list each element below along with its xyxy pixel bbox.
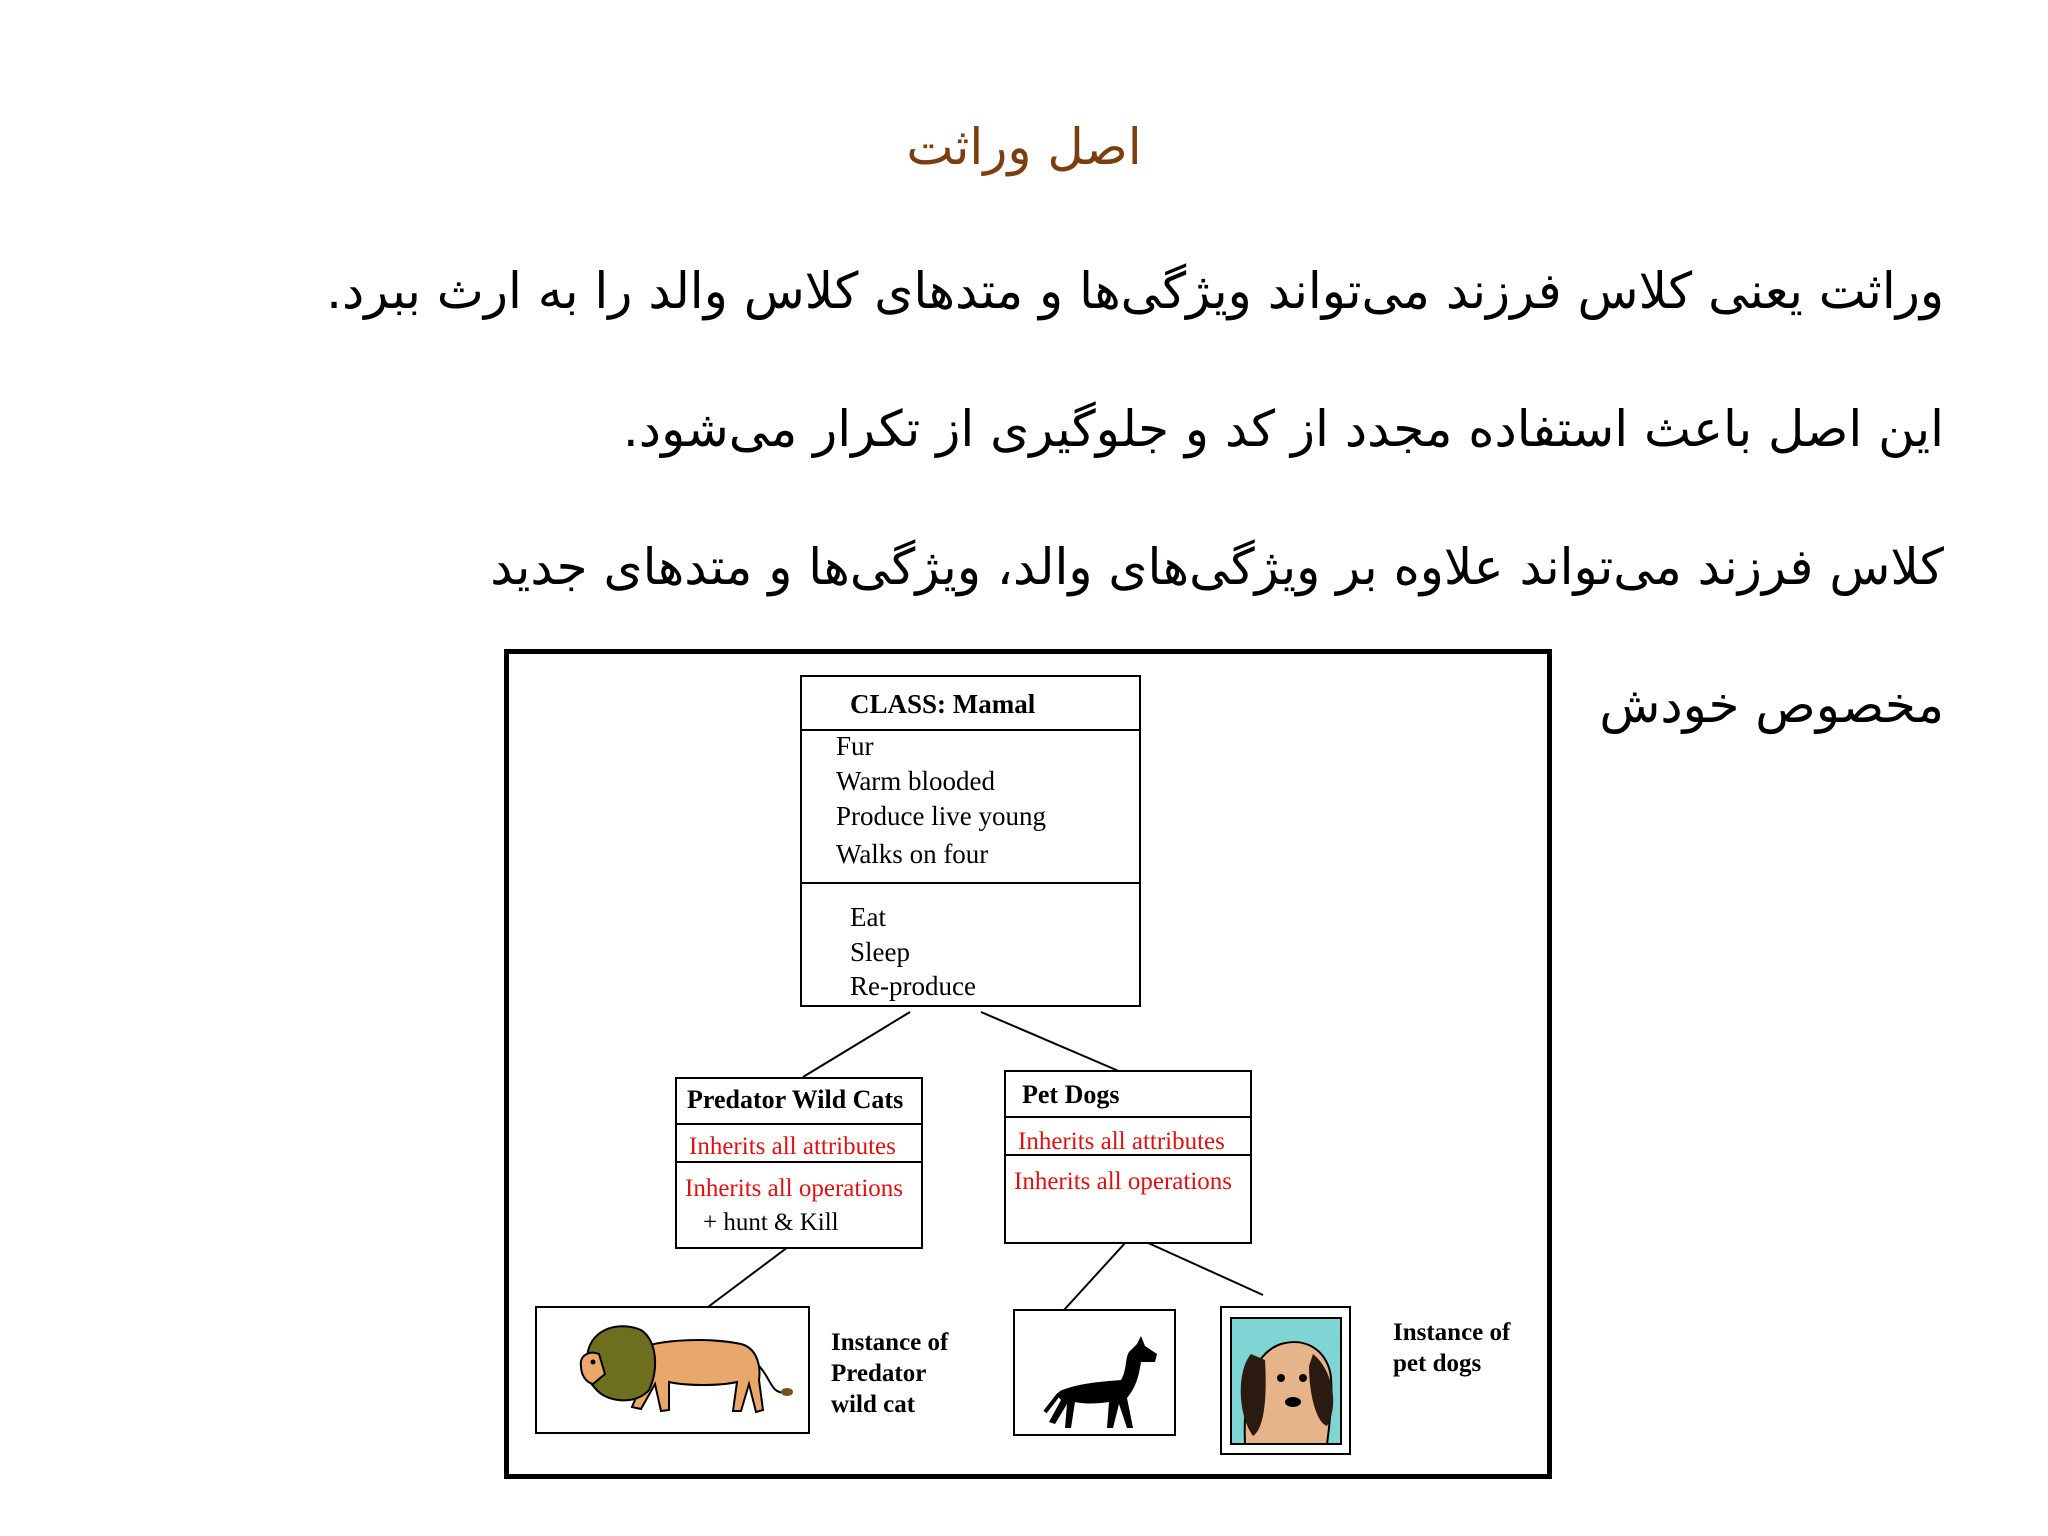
mammal-attr-4: Walks on four [836,839,989,869]
pet-inherits-attributes: Inherits all attributes [1018,1128,1225,1155]
connector-predator-lion [708,1247,788,1307]
predator-extra-operation: + hunt & Kill [703,1209,839,1236]
mammal-op-3: Re-produce [850,971,976,1001]
connector-pet-spaniel [1146,1242,1263,1295]
mammal-op-2: Sleep [850,937,910,967]
predator-instance-caption: Instance of Predator wild cat [831,1329,949,1418]
body-line-3: کلاس فرزند می‌تواند علاوه بر ویژگی‌های والد، ویژگی‌ها و متدهای جدید [490,538,1944,596]
pet-class-title: Pet Dogs [1022,1080,1120,1109]
body-line-4: مخصوص خودش [1599,676,1944,734]
mammal-attr-2: Warm blooded [836,766,996,796]
slide-title: اصل وراثت [906,118,1142,176]
mammal-class-box [800,675,1141,1007]
connector-pet-doberman [1064,1242,1126,1310]
connector-mammal-pet [981,1012,1121,1072]
pet-class-box [1004,1070,1252,1244]
predator-class-box [675,1077,923,1249]
doberman-frame [1014,1310,1175,1435]
connector-mammal-predator [803,1012,910,1077]
body-line-2: این اصل باعث استفاده مجدد از کد و جلوگیری از تکرار می‌شود. [622,400,1944,458]
spaniel-icon [1231,1318,1341,1444]
inheritance-diagram [504,649,1552,1479]
mammal-class-title: CLASS: Mamal [850,689,1036,719]
mammal-attr-3: Produce live young [836,801,1046,831]
pet-inherits-operations: Inherits all operations [1014,1168,1232,1195]
body-line-1: وراثت یعنی کلاس فرزند می‌تواند ویژگی‌ها و متدهای کلاس والد را به ارث ببرد. [326,262,1944,320]
predator-inherits-operations: Inherits all operations [685,1175,903,1202]
mammal-attr-1: Fur [836,731,874,761]
predator-inherits-attributes: Inherits all attributes [689,1133,896,1160]
mammal-op-1: Eat [850,902,886,932]
predator-class-title: Predator Wild Cats [687,1085,904,1114]
pet-instance-caption: Instance of pet dogs [1393,1319,1511,1377]
